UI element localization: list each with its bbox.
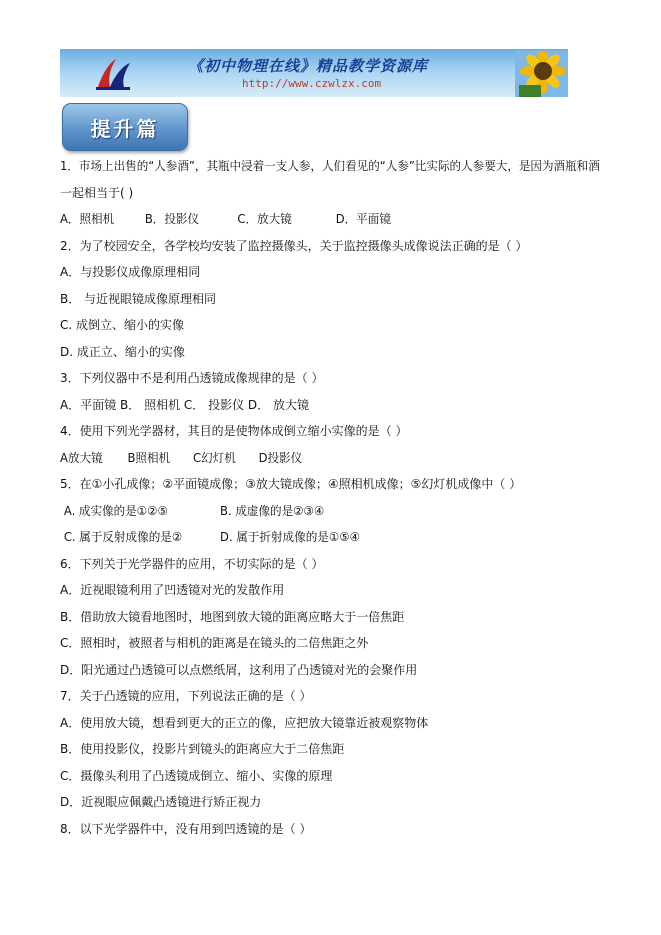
question-6-stem: 6．下列关于光学器件的应用，不切实际的是（ ） [60,557,324,571]
question-2-option-c: C. 成倒立、缩小的实像 [60,318,185,332]
option-d: D．平面镜 [335,212,391,226]
option-d: D. 属于折射成像的是①⑤④ [220,530,360,544]
question-6-option-c: C．照相时，被照者与相机的距离是在镜头的二倍焦距之外 [60,636,369,650]
question-2-option-b: B． 与近视眼镜成像原理相同 [60,292,217,306]
question-7-option-a: A．使用放大镜，想看到更大的正立的像，应把放大镜靠近被观察物体 [60,716,429,730]
banner-url: http://www.czwlzx.com [242,77,382,90]
question-1-stem-line-2: 一起相当于( ) [60,186,134,200]
section-label: 提升篇 [90,117,160,141]
section-badge [62,103,188,151]
question-4-stem: 4．使用下列光学器材，其目的是使物体成倒立缩小实像的是（ ） [60,424,408,438]
question-2-option-d: D. 成正立、缩小的实像 [60,345,185,359]
option-a: A. 成实像的是①②⑤ [63,504,168,518]
banner-title: 《初中物理在线》精品教学资源库 [188,57,429,75]
header-banner [60,49,568,97]
option-b: B照相机 [127,451,171,465]
question-6-option-a: A．近视眼镜利用了凹透镜对光的发散作用 [60,583,285,597]
question-7-stem: 7．关于凸透镜的应用，下列说法正确的是（ ） [60,689,312,703]
option-c: C幻灯机 [193,451,236,465]
question-1-stem-line-1: 1．市场上出售的“人参酒”，其瓶中浸着一支人参，人们看见的“人参”比实际的人参要大，是因为酒瓶和酒 [60,159,600,173]
question-6-option-d: D．阳光通过凸透镜可以点燃纸屑，这利用了凸透镜对光的会聚作用 [60,663,418,677]
option-b: B．投影仪 [144,212,200,226]
option-a: A放大镜 [60,451,103,465]
question-7-option-b: B．使用投影仪，投影片到镜头的距离应大于二倍焦距 [60,742,345,756]
question-5-stem: 5．在①小孔成像；②平面镜成像；③放大镜成像；④照相机成像；⑤幻灯机成像中（ ） [60,477,522,491]
question-3-options: A．平面镜 B． 照相机 C． 投影仪 D． 放大镜 [60,398,309,412]
site-logo-icon [94,57,134,93]
option-c: C．放大镜 [237,212,292,226]
sunflower-icon [515,51,568,97]
question-7-option-d: D．近视眼应佩戴凸透镜进行矫正视力 [60,795,262,809]
question-8-stem: 8．以下光学器件中，没有用到凹透镜的是（ ） [60,822,312,836]
question-6-option-b: B．借助放大镜看地图时，地图到放大镜的距离应略大于一倍焦距 [60,610,405,624]
option-b: B. 成虚像的是②③④ [220,504,325,518]
option-d: D投影仪 [258,451,303,465]
question-7-option-c: C．摄像头利用了凸透镜成倒立、缩小、实像的原理 [60,769,333,783]
question-2-option-a: A．与投影仪成像原理相同 [60,265,201,279]
question-2-stem: 2．为了校园安全，各学校均安装了监控摄像头，关于监控摄像头成像说法正确的是（ ） [60,239,528,253]
option-a: A．照相机 [60,212,115,226]
option-c: C. 属于反射成像的是② [63,530,183,544]
question-3-stem: 3．下列仪器中不是利用凸透镜成像规律的是（ ） [60,371,324,385]
